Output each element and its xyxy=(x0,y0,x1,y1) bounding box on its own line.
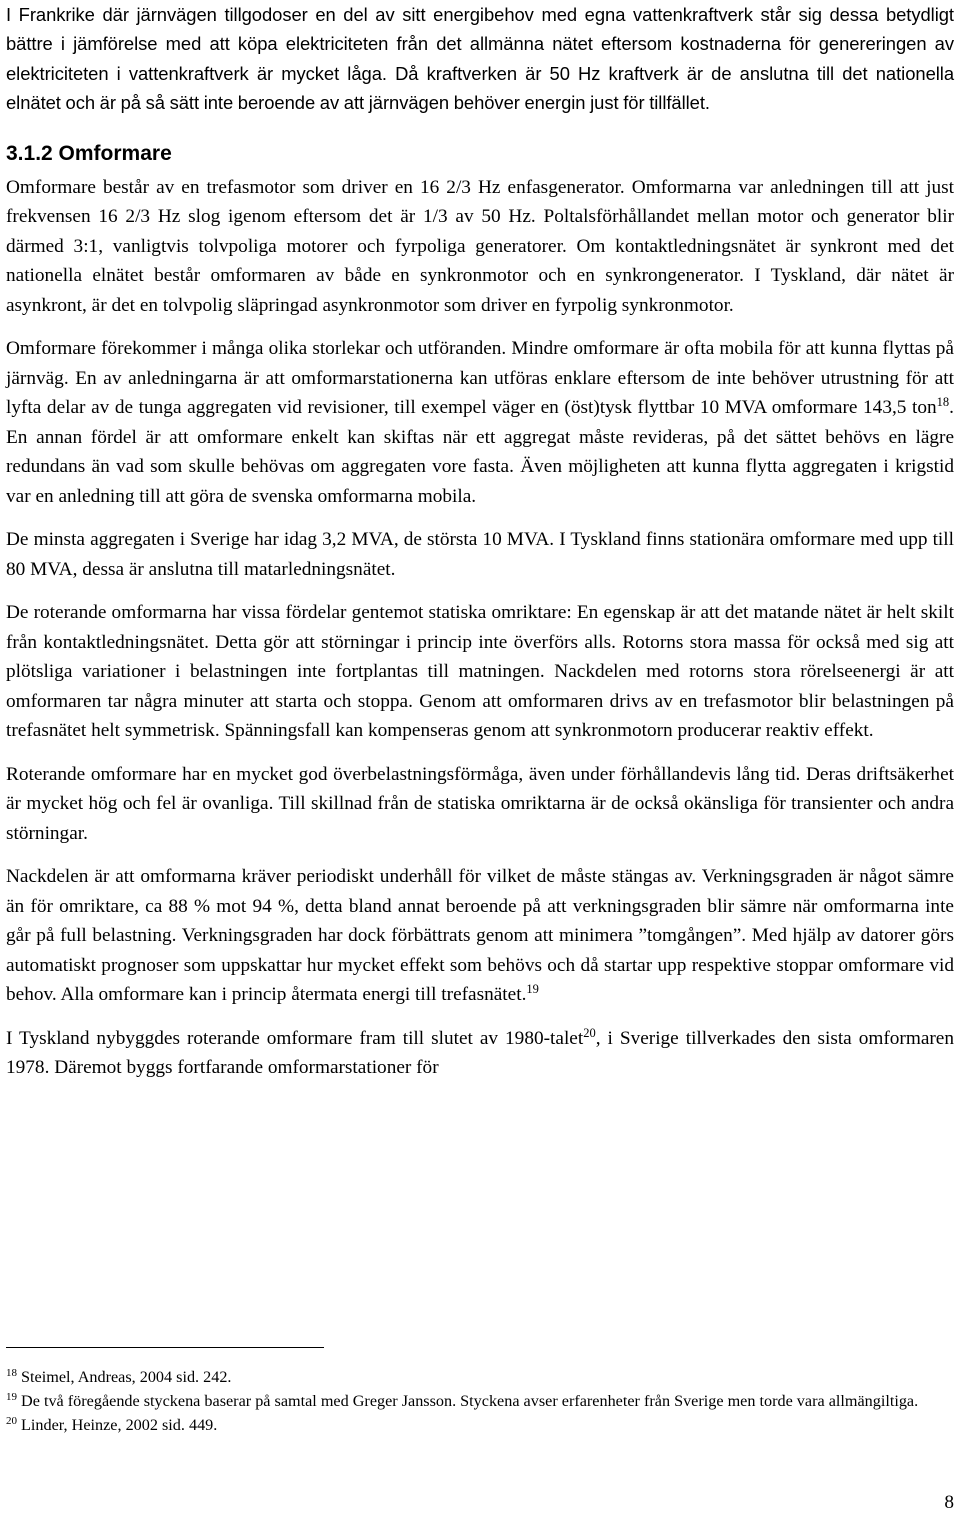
paragraph-aggregate-sizes: De minsta aggregaten i Sverige har idag 3,2 MVA, de största 10 MVA. I Tyskland finns stationära omformare med upp till 80 MVA, dessa är anslutna till matarledningsnätet. xyxy=(6,529,954,580)
footnote-ref-18: 18 xyxy=(936,395,950,410)
paragraph-disadvantages xyxy=(6,862,954,1010)
footnote xyxy=(6,1389,954,1413)
page-number: 8 xyxy=(944,1492,954,1513)
footnote xyxy=(6,1413,954,1437)
section-heading: 3.1.2 Omformare xyxy=(6,141,172,165)
paragraph-advantages: De roterande omformarna har vissa fördelar gentemot statiska omriktare: En egenskap är att det matande nätet är helt skilt från kontaktledningsnätet. Detta gör att störningar i princip inte överförs alls. Rotorns stora massa för också med sig att plötsliga variationer i belastningen inte fortplantas till matningen. Nackdelen med rotorns stora rörelseenergi är att omformaren tar några minuter att starta och stoppa. Genom att omformaren drivs av en trefasmotor blir belastningen på trefasnätet helt symmetrisk. Spänningsfall kan kompenseras genom att synkronmotorn producerar reaktiv effekt. xyxy=(6,602,954,742)
footnotes xyxy=(6,1365,954,1437)
paragraph-overload: Roterande omformare har en mycket god överbelastningsförmåga, även under förhållandevis lång tid. Deras driftsäkerhet är mycket hög och fel är ovanliga. Till skillnad från de statiska omriktarna är de också okänsliga för transienter och andra störningar. xyxy=(6,763,954,844)
footnote-text: De två föregående styckena baserar på samtal med Greger Jansson. Styckena avser erfarenheter från Sverige men torde vara allmängiltiga. xyxy=(21,1392,919,1410)
document-body xyxy=(6,0,954,1083)
paragraph-omformare-intro: Omformare består av en trefasmotor som driver en 16 2/3 Hz enfasgenerator. Omformarna var anledningen till att just frekvensen 16 2/3 Hz slog igenom eftersom det är 1/3 av 50 Hz. Poltalsförhållandet mellan motor och generator blir därmed 3:1, vanligtvis tolvpoliga motorer och fyrpoliga generatorer. Om kontaktledningsnätet är synkront med det nationella elnätet består omformaren av både en synkronmotor och en synkrongenerator. I Tyskland, där nätet är asynkront, är det en tolvpolig släpringad asynkronmotor som driver en fyrpolig synkronmotor. xyxy=(6,176,954,316)
footnote-ref-19: 19 xyxy=(526,982,539,997)
paragraph-history xyxy=(6,1024,954,1083)
footnote-ref-20: 20 xyxy=(583,1025,596,1040)
paragraph-text: Nackdelen är att omformarna kräver periodiskt underhåll för vilket de måste stängas av. Verkningsgraden är något sämre än för omriktare, ca 88 % mot 94 %, detta bland annat beroende på att verkningsgraden blir sämre när omformarna inte går på full belastning. Verkningsgraden har dock förbättrats genom att minimera ”tomgången”. Med hjälp av datorer görs automatiskt prognoser som uppskattar hur mycket effekt som behövs och då startar upp respektive stoppar omformare vid behov. Alla omformare kan i princip återmata energi till trefasnätet. xyxy=(6,866,954,1006)
paragraph-text: , i Sverige tillverkades den sista omformaren 1978. Däremot byggs fortfarande omformarstationer för xyxy=(6,1027,955,1079)
footnote-number: 19 xyxy=(6,1391,17,1403)
paragraph-mobile-converters xyxy=(6,334,954,511)
paragraph-text: . En annan fördel är att omformare enkelt kan skiftas när ett aggregat måste revideras, på det sättet behövs en lägre redundans än vad som skulle behövas om aggregaten vore fasta. Även möjligheten att kunna flytta aggregaten i krigstid var en anledning till att göra de svenska omformarna mobila. xyxy=(6,397,954,507)
intro-paragraph: I Frankrike där järnvägen tillgodoser en del av sitt energibehov med egna vattenkraftverk står sig dessa betydligt bättre i jämförelse med att köpa elektriciteten från det allmänna nätet eftersom kostnaderna för genereringen av elektriciteten i vattenkraftverk är mycket låga. Då kraftverken är 50 Hz kraftverk är de anslutna till det nationella elnätet och är på så sätt inte beroende av att järnvägen behöver energin just för tillfället. xyxy=(6,4,954,114)
footnote xyxy=(6,1365,954,1389)
footnote-number: 18 xyxy=(6,1367,17,1379)
paragraph-text: I Tyskland nybyggdes roterande omformare fram till slutet av 1980-talet xyxy=(6,1027,584,1049)
paragraph-text: Omformare förekommer i många olika storlekar och utföranden. Mindre omformare är ofta mobila för att kunna flyttas på järnväg. En av anledningarna är att omformarstationerna kan utföras enklare eftersom de inte behöver utrustning för att lyfta delar av de tunga aggregaten vid revisioner, till exempel väger en (öst)tysk flyttbar 10 MVA omformare 143,5 ton xyxy=(6,338,954,419)
footnote-text: Steimel, Andreas, 2004 sid. 242. xyxy=(21,1368,232,1386)
footnote-number: 20 xyxy=(6,1415,17,1427)
footnote-text: Linder, Heinze, 2002 sid. 449. xyxy=(21,1416,218,1434)
footnote-separator xyxy=(6,1347,324,1348)
